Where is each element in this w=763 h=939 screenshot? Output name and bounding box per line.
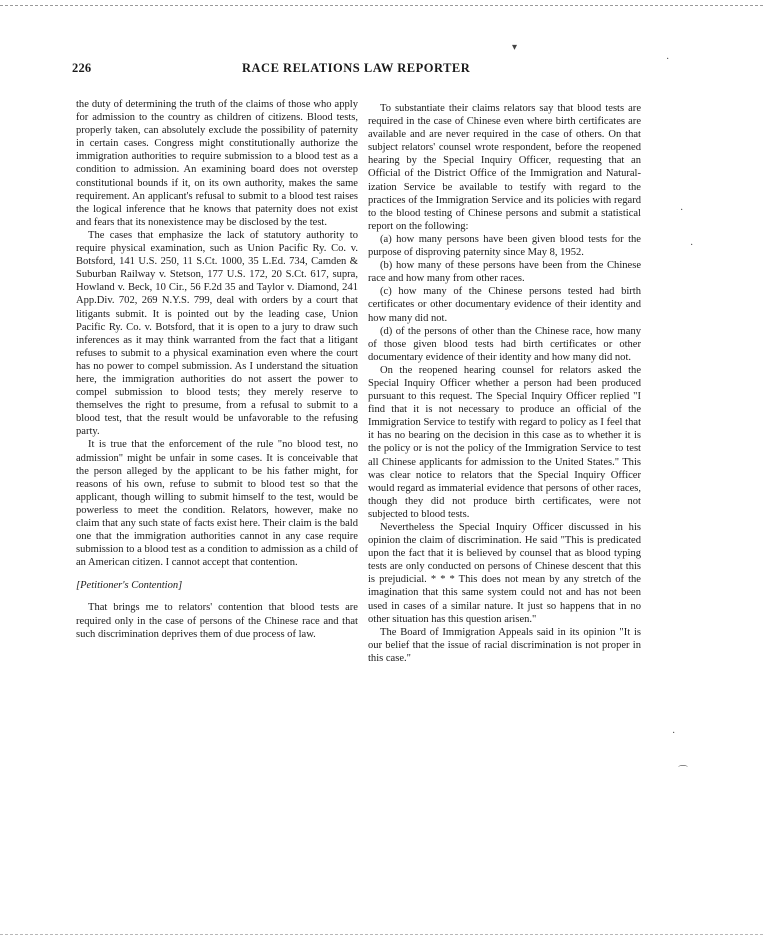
paragraph: On the reopened hearing counsel for relators asked the Special Inquiry Officer whether a person had been produced pursuant to this request. The Special Inquiry Officer replied "I find that it is not necessary to produce an official of the Immigration Service to testify with regard to policy as I feel that it has no bearing on the decision in this case as to whether it is the policy or is not the policy of the Immigration Service to test all Chinese applicants for admission to the United States." This was clear notice to relators that the Special Inquiry Officer would regard as immaterial evidence that persons of other races, though they did not produce birth certificates, were not subjected to blood tests. <box>368 364 641 520</box>
list-item: (d) of the persons of other than the Chinese race, how many of those given blood tests had birth certificates or other documentary evidence of their identity and how many did not. <box>368 325 641 363</box>
scan-speck: ▾ <box>512 42 518 53</box>
page-number: 226 <box>72 61 92 75</box>
list-item: (c) how many of the Chinese persons tested had birth certificates or other documentary evidence of their identity and how many did not. <box>368 286 641 324</box>
running-title: RACE RELATIONS LAW REPORTER <box>242 61 471 75</box>
scan-speck: · <box>680 205 684 216</box>
page-header <box>72 61 492 81</box>
right-column <box>368 102 641 665</box>
list-item: (a) how many persons have been given blood tests for the purpose of disproving paternity since May 8, 1952. <box>368 233 641 259</box>
paragraph: The Board of Immigration Appeals said in its opinion "It is our belief that the issue of racial discrimination is not proper in this case." <box>368 626 641 664</box>
left-column <box>76 98 358 641</box>
bottom-perforation-rule <box>0 934 763 935</box>
scan-speck: · <box>666 54 670 65</box>
paragraph: That brings me to relators' contention that blood tests are required only in the case of persons of the Chinese race and that such discrimination deprives them of due process of law. <box>76 602 358 640</box>
scan-speck: ⌒ <box>678 766 688 777</box>
scan-speck: · <box>690 240 694 251</box>
section-heading: [Petitioner's Contention] <box>76 580 183 592</box>
top-perforation-rule <box>0 5 763 6</box>
paragraph: To substantiate their claims relators say that blood tests are required in the case of Chinese even where birth certificates are available and are never required in the case of others. On that subject relators' counsel wrote respondent, before the reopened hearing by the Special Inquiry Officer, requesting that an Official of the District Office of the Immigration and Naturalization Service be available to testify with regard to the practices of the Immigration Service and its policies with regard to the blood testing of Chinese persons and submit a statistical report on the following: <box>368 103 641 232</box>
paragraph: Nevertheless the Special Inquiry Officer discussed in his opinion the claim of discrimination. He said "This is predicated upon the fact that it is believed by counsel that as blood typing tests are only conducted on persons of Chinese descent that this is prejudicial. * * * This does not mean by any stretch of the imagination that this same system could not and has not been used in cases of a similar nature. It just so happens that in no other situation has this question arisen." <box>368 522 641 625</box>
paragraph: The cases that emphasize the lack of statutory authority to require physical examination, such as Union Pacific Ry. Co. v. Botsford, 141 U.S. 250, 11 S.Ct. 1000, 35 L.Ed. 734, Camden & Suburban Railway v. Stetson, 177 U.S. 172, 20 S.Ct. 617, supra, Howland v. Beck, 10 Cir., 56 F.2d 35 and Taylor v. Diamond, 241 App.Div. 702, 269 N.Y.S. 799, deal with orders by a court that litigants submit. It is pointed out by the leading case, Union Pacific Ry. Co. v. Botsford, that it is open to a jury to draw such inferences as it may think warranted from the fact that a litigant refuses to submit to a physical examination even where the court has no power to compel submission. As I understand the situation here, the immigration authorities do not assert the power to compel submission to blood tests; they merely reserve to themselves the right to presume, from a refusal to submit to a blood test, that the result would be unfavorable to the refusing party. <box>76 229 358 438</box>
scan-speck: · <box>672 728 676 739</box>
paragraph: the duty of determining the truth of the claims of those who apply for admission to the country as children of citizens. Blood tests, properly taken, can absolutely exclude the possibility of paternity in certain cases. Congress might constitutionally authorize the immigration authorities to require submission to a blood test as a condition to admission. An examining board does not overstep constitutional bounds if it, on its own authority, makes the same requirement. An applicant's refusal to submit to a blood test raises the logical inference that he knows that paternity does not exist and fears that its nonexistence may be disclosed by the test. <box>76 99 358 228</box>
paragraph: It is true that the enforcement of the rule "no blood test, no admission" might be unfair in some cases. It is conceivable that the person alleged by the applicant to be his father might, for reasons of his own, refuse to submit to blood test so that the applicant, though willing to submit himself to the test, would be powerless to meet the condition. Relators, however, make no claim that any such state of facts exist here. Their claim is the bald one that the immigration authorities cannot in any case require submission to a blood test as a condition to admission as a child of an American citizen. I cannot accept that contention. <box>76 439 358 569</box>
list-item: (b) how many of these persons have been from the Chinese race and how many from other races. <box>368 260 641 285</box>
